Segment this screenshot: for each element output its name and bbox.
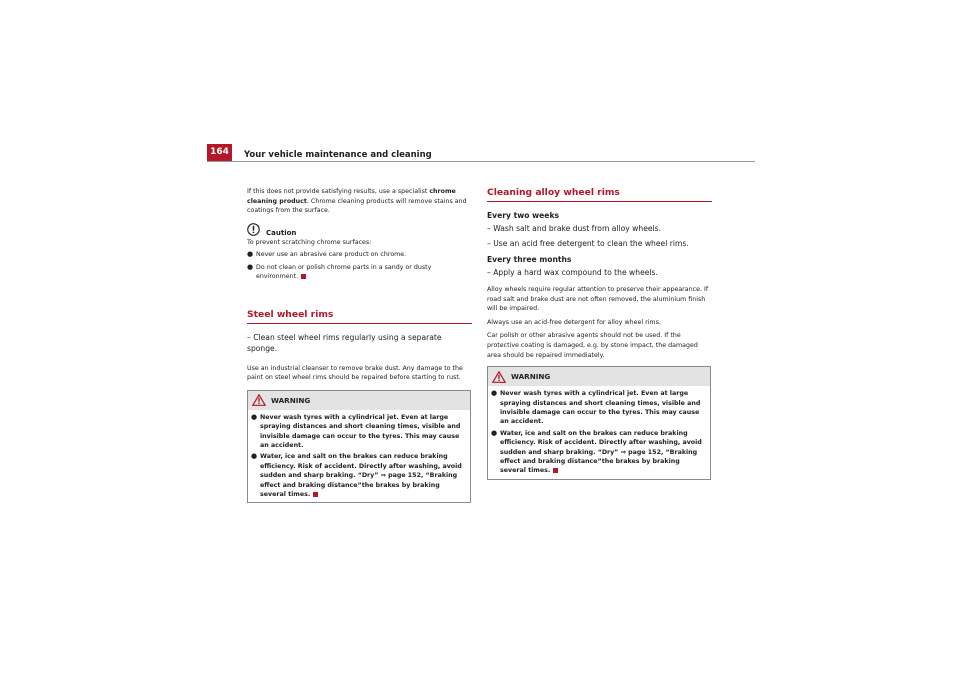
caution-bullet-text: Do not clean or polish chrome parts in a sandy or dusty environment. [256,263,432,281]
warning-header [488,367,710,386]
warning-bullet [251,452,467,499]
alloy-heading-rule [487,201,712,202]
page-reference-link[interactable]: ⇒ page 152, “Braking effect and braking distance”the brakes by braking several times. [500,448,698,475]
bullet-icon: ● [247,262,254,271]
alloy-step-1: – Wash salt and brake dust from alloy wheels. [487,224,662,233]
warning-bullet [251,413,467,451]
warning-bullet-text: Water, ice and salt on the brakes can reduce braking efficiency. Risk of accident. Directly after washing, avoid sudden and sharp braking. “Dry” [260,453,462,480]
left-column [247,187,472,503]
warning-bullet [491,389,707,427]
chrome-intro-pre: If this does not provide satisfying results, use a specialist [247,188,430,195]
end-mark-icon [313,492,318,497]
caution-bullet [247,263,472,282]
bullet-icon: ● [491,389,498,398]
warning-triangle-icon [492,371,506,383]
steel-heading-rule [247,323,472,324]
warning-box [247,390,471,504]
warning-triangle-icon [252,394,266,406]
caution-lead: To prevent scratching chrome surfaces: [247,238,372,246]
warning-bullet-text: Never wash tyres with a cylindrical jet. Even at large spraying distances and short cleaning times, visible and invisible damage can occur to the tyres. This may cause an accident. [260,413,461,449]
page-number: 164 [207,144,232,161]
caution-title: Caution [266,228,297,237]
right-column [487,187,712,480]
alloy-heading: Cleaning alloy wheel rims [487,187,620,198]
caution-bullet [247,250,472,259]
alloy-step-2: – Use an acid free detergent to clean the wheel rims. [487,239,689,248]
steel-section [247,309,472,383]
warning-body [248,410,470,503]
every-three-months: Every three months [487,255,572,264]
chapter-title: Your vehicle maintenance and cleaning [244,150,432,160]
chrome-intro-post: . Chrome cleaning products will remove stains and coatings from the surface. [247,197,467,215]
caution-icon [247,223,260,236]
caution-header [247,223,472,236]
warning-box [487,366,711,480]
warning-title: WARNING [511,372,551,382]
bullet-icon: ● [491,428,498,437]
warning-body [488,386,710,479]
chrome-intro [247,187,472,216]
alloy-step-3: – Apply a hard wax compound to the wheels. [487,268,658,277]
steel-note: Use an industrial cleanser to remove brake dust. Any damage to the paint on steel wheel rims should be repaired before starting to rust. [247,364,463,382]
bullet-icon: ● [251,412,258,421]
end-mark-icon [301,274,306,279]
bullet-icon: ● [247,250,254,259]
alloy-para-2: Always use an acid-free detergent for alloy wheel rims. [487,318,661,326]
alloy-para-3: Car polish or other abrasive agents should not be used. If the protective coating is damaged, e.g. by stone impact, the damaged area should be repaired immediately. [487,332,698,359]
caution-bullet-text: Never use an abrasive care product on chrome. [256,251,407,259]
warning-bullet-text: Water, ice and salt on the brakes can reduce braking efficiency. Risk of accident. Directly after washing, avoid sudden and sharp braking. “Dry” [500,429,702,456]
chrome-intro-bold: chrome cleaning product [247,188,456,205]
warning-header [248,391,470,410]
bullet-icon: ● [251,452,258,461]
warning-bullet [491,429,707,476]
every-two-weeks: Every two weeks [487,211,560,220]
end-mark-icon [553,468,558,473]
page-reference-link[interactable]: ⇒ page 152, “Braking effect and braking distance”the brakes by braking several times. [260,472,458,499]
alloy-para-1: Alloy wheels require regular attention to preserve their appearance. If road salt and brake dust are not often removed, the aluminium finish will be impaired. [487,286,709,313]
warning-title: WARNING [271,395,311,405]
warning-bullet-text: Never wash tyres with a cylindrical jet. Even at large spraying distances and short cleaning times, visible and invisible damage can occur to the tyres. This may cause an accident. [500,390,701,426]
header-rule [207,161,755,162]
steel-step: – Clean steel wheel rims regularly using a separate sponge. [247,332,442,353]
steel-heading: Steel wheel rims [247,308,334,320]
